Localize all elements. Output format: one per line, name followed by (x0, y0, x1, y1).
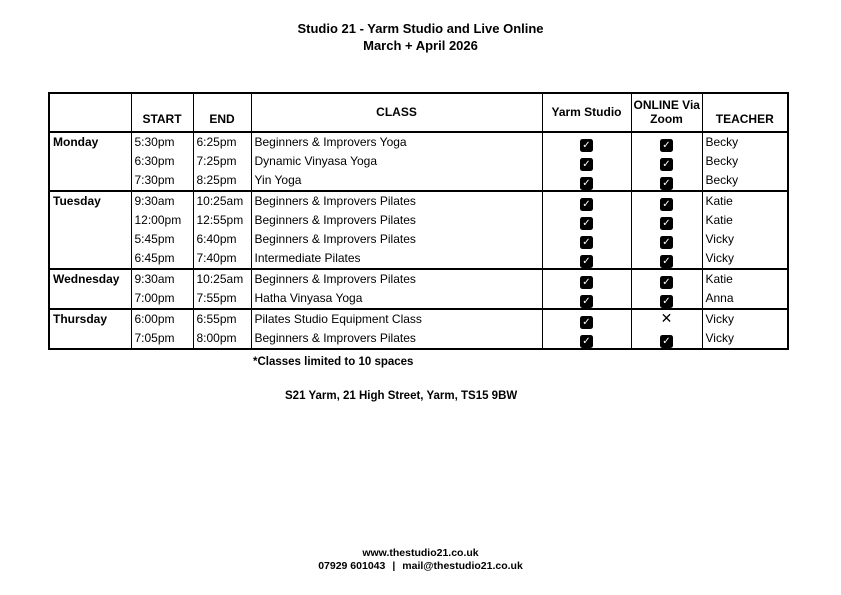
class-name: Beginners & Improvers Pilates (251, 269, 542, 289)
schedule-row (49, 269, 788, 289)
page-title-line1: Studio 21 - Yarm Studio and Live Online (297, 21, 544, 36)
yarm-studio-mark (542, 269, 631, 289)
class-name: Beginners & Improvers Pilates (251, 191, 542, 211)
checked-checkbox-icon: ✓ (580, 236, 593, 249)
checked-checkbox-icon: ✓ (580, 295, 593, 308)
header-online-via-zoom (631, 93, 702, 132)
end-time: 8:25pm (193, 171, 251, 191)
yarm-studio-mark (542, 249, 631, 269)
teacher-name: Vicky (702, 329, 788, 349)
end-time: 10:25am (193, 269, 251, 289)
online-zoom-mark (631, 249, 702, 269)
day-label: Monday (49, 132, 131, 191)
checked-checkbox-icon: ✓ (660, 217, 673, 230)
checked-checkbox-icon: ✓ (660, 139, 673, 152)
note-studio-address: S21 Yarm, 21 High Street, Yarm, TS15 9BW (285, 390, 518, 402)
footer-website: www.thestudio21.co.uk (362, 547, 479, 559)
teacher-name: Becky (702, 132, 788, 152)
yarm-studio-mark (542, 309, 631, 329)
teacher-name: Anna (702, 289, 788, 309)
checked-checkbox-icon: ✓ (660, 276, 673, 289)
online-zoom-mark (631, 269, 702, 289)
start-time: 6:00pm (131, 309, 193, 329)
yarm-studio-mark (542, 329, 631, 349)
footer-separator: | (392, 560, 396, 572)
checked-checkbox-icon: ✓ (660, 177, 673, 190)
teacher-name: Katie (702, 269, 788, 289)
schedule-row (49, 249, 788, 269)
online-zoom-mark (631, 132, 702, 152)
end-time: 6:25pm (193, 132, 251, 152)
online-zoom-mark (631, 191, 702, 211)
yarm-studio-mark (542, 171, 631, 191)
end-time: 6:55pm (193, 309, 251, 329)
start-time: 7:05pm (131, 329, 193, 349)
header-yarm-studio: Yarm Studio (542, 93, 631, 132)
checked-checkbox-icon: ✓ (580, 198, 593, 211)
schedule-row (49, 171, 788, 191)
schedule-row (49, 329, 788, 349)
day-label: Wednesday (49, 269, 131, 309)
start-time: 9:30am (131, 269, 193, 289)
checked-checkbox-icon: ✓ (660, 255, 673, 268)
header-start: START (131, 93, 193, 132)
start-time: 7:00pm (131, 289, 193, 309)
class-name: Dynamic Vinyasa Yoga (251, 152, 542, 171)
checked-checkbox-icon: ✓ (660, 236, 673, 249)
schedule-row (49, 191, 788, 211)
checked-checkbox-icon: ✓ (660, 335, 673, 348)
footer-email: mail@thestudio21.co.uk (402, 560, 523, 572)
checked-checkbox-icon: ✓ (660, 295, 673, 308)
teacher-name: Katie (702, 191, 788, 211)
start-time: 5:45pm (131, 230, 193, 249)
class-name: Beginners & Improvers Pilates (251, 211, 542, 230)
page-footer (0, 547, 841, 573)
yarm-studio-mark (542, 211, 631, 230)
header-online-line1: ONLINE Via (633, 97, 700, 112)
header-row (49, 93, 788, 132)
schedule-row (49, 132, 788, 152)
checked-checkbox-icon: ✓ (580, 158, 593, 171)
yarm-studio-mark (542, 230, 631, 249)
header-end: END (193, 93, 251, 132)
teacher-name: Vicky (702, 249, 788, 269)
checked-checkbox-icon: ✓ (660, 198, 673, 211)
end-time: 7:40pm (193, 249, 251, 269)
start-time: 6:30pm (131, 152, 193, 171)
checked-checkbox-icon: ✓ (580, 139, 593, 152)
class-name: Beginners & Improvers Pilates (251, 230, 542, 249)
header-class: CLASS (251, 93, 542, 132)
yarm-studio-mark (542, 289, 631, 309)
teacher-name: Becky (702, 152, 788, 171)
schedule-table-body (49, 132, 788, 349)
start-time: 12:00pm (131, 211, 193, 230)
online-zoom-mark (631, 329, 702, 349)
online-zoom-mark (631, 171, 702, 191)
yarm-studio-mark (542, 152, 631, 171)
end-time: 7:25pm (193, 152, 251, 171)
schedule-row (49, 211, 788, 230)
checked-checkbox-icon: ✓ (580, 276, 593, 289)
day-label: Thursday (49, 309, 131, 349)
checked-checkbox-icon: ✓ (580, 335, 593, 348)
class-name: Yin Yoga (251, 171, 542, 191)
class-name: Beginners & Improvers Pilates (251, 329, 542, 349)
class-name: Intermediate Pilates (251, 249, 542, 269)
online-zoom-mark (631, 211, 702, 230)
footer-contact-line (0, 560, 841, 573)
header-day (49, 93, 131, 132)
teacher-name: Vicky (702, 309, 788, 329)
end-time: 10:25am (193, 191, 251, 211)
schedule-row (49, 309, 788, 329)
schedule-row (49, 289, 788, 309)
end-time: 8:00pm (193, 329, 251, 349)
end-time: 12:55pm (193, 211, 251, 230)
online-zoom-mark (631, 230, 702, 249)
footer-phone: 07929 601043 (318, 560, 386, 572)
checked-checkbox-icon: ✓ (580, 255, 593, 268)
start-time: 7:30pm (131, 171, 193, 191)
schedule-row (49, 152, 788, 171)
class-name: Hatha Vinyasa Yoga (251, 289, 542, 309)
yarm-studio-mark (542, 132, 631, 152)
online-zoom-mark (631, 289, 702, 309)
end-time: 6:40pm (193, 230, 251, 249)
schedule-row (49, 230, 788, 249)
online-zoom-mark (631, 152, 702, 171)
note-classes-limited: *Classes limited to 10 spaces (253, 356, 414, 368)
end-time: 7:55pm (193, 289, 251, 309)
online-zoom-mark (631, 309, 702, 329)
day-label: Tuesday (49, 191, 131, 269)
checked-checkbox-icon: ✓ (580, 316, 593, 329)
checked-checkbox-icon: ✓ (580, 217, 593, 230)
teacher-name: Katie (702, 211, 788, 230)
start-time: 5:30pm (131, 132, 193, 152)
yarm-studio-mark (542, 191, 631, 211)
teacher-name: Vicky (702, 230, 788, 249)
page-title (0, 21, 841, 54)
start-time: 9:30am (131, 191, 193, 211)
cross-icon: ✕ (660, 311, 673, 328)
class-schedule-table (48, 92, 789, 350)
checked-checkbox-icon: ✓ (580, 177, 593, 190)
page-title-line2: March + April 2026 (363, 37, 478, 53)
header-teacher: TEACHER (702, 93, 788, 132)
class-name: Beginners & Improvers Yoga (251, 132, 542, 152)
header-online-line2: Zoom (650, 111, 683, 126)
start-time: 6:45pm (131, 249, 193, 269)
checked-checkbox-icon: ✓ (660, 158, 673, 171)
teacher-name: Becky (702, 171, 788, 191)
schedule-table-header (49, 93, 788, 132)
class-name: Pilates Studio Equipment Class (251, 309, 542, 329)
